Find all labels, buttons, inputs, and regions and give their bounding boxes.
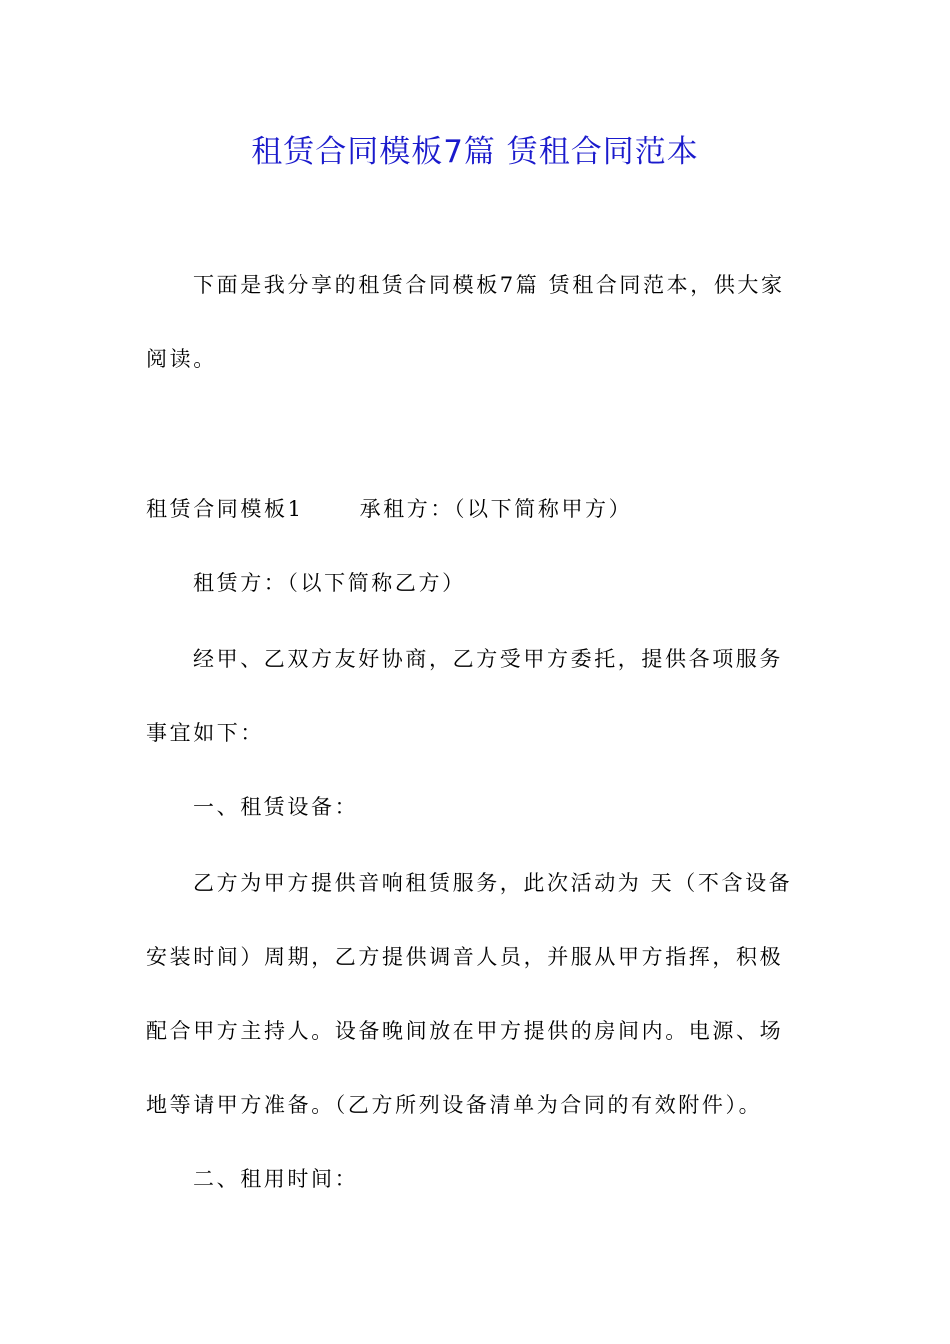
section-2-title	[146, 1142, 806, 1216]
section-1-body	[146, 846, 806, 1142]
agreement-line-1: 经甲、乙双方友好协商，乙方受甲方委托，提供各项服务	[193, 647, 783, 671]
intro-line-1: 下面是我分享的租赁合同模板7篇 赁租合同范本，供大家	[193, 273, 785, 297]
lessee-paragraph	[146, 546, 806, 620]
section-1-title	[146, 770, 806, 844]
section-1-line-4: 地等请甲方准备。（乙方所列设备清单为合同的有效附件）。	[146, 1093, 763, 1117]
agreement-line-2: 事宜如下：	[146, 721, 264, 745]
section-1-line-3: 配合甲方主持人。设备晚间放在甲方提供的房间内。电源、场	[146, 1019, 784, 1043]
section-1-line-2: 安装时间）周期，乙方提供调音人员，并服从甲方指挥，积极	[146, 945, 784, 969]
agreement-paragraph	[146, 622, 806, 770]
intro-line-2: 阅读。	[146, 347, 217, 371]
section-2-heading: 二、租用时间：	[193, 1167, 359, 1191]
contract-heading-line	[146, 472, 806, 546]
page-title: 租赁合同模板7篇 赁租合同范本	[251, 134, 699, 170]
section-1-line-1: 乙方为甲方提供音响租赁服务，此次活动为 天（不含设备	[193, 871, 793, 895]
section-1-heading: 一、租赁设备：	[193, 795, 359, 819]
lessee-label: 租赁方：（以下简称乙方）	[193, 571, 466, 595]
intro-paragraph	[146, 248, 806, 396]
lessor-label: 承租方：（以下简称甲方）	[359, 497, 633, 521]
contract-heading: 租赁合同模板1	[146, 497, 304, 521]
